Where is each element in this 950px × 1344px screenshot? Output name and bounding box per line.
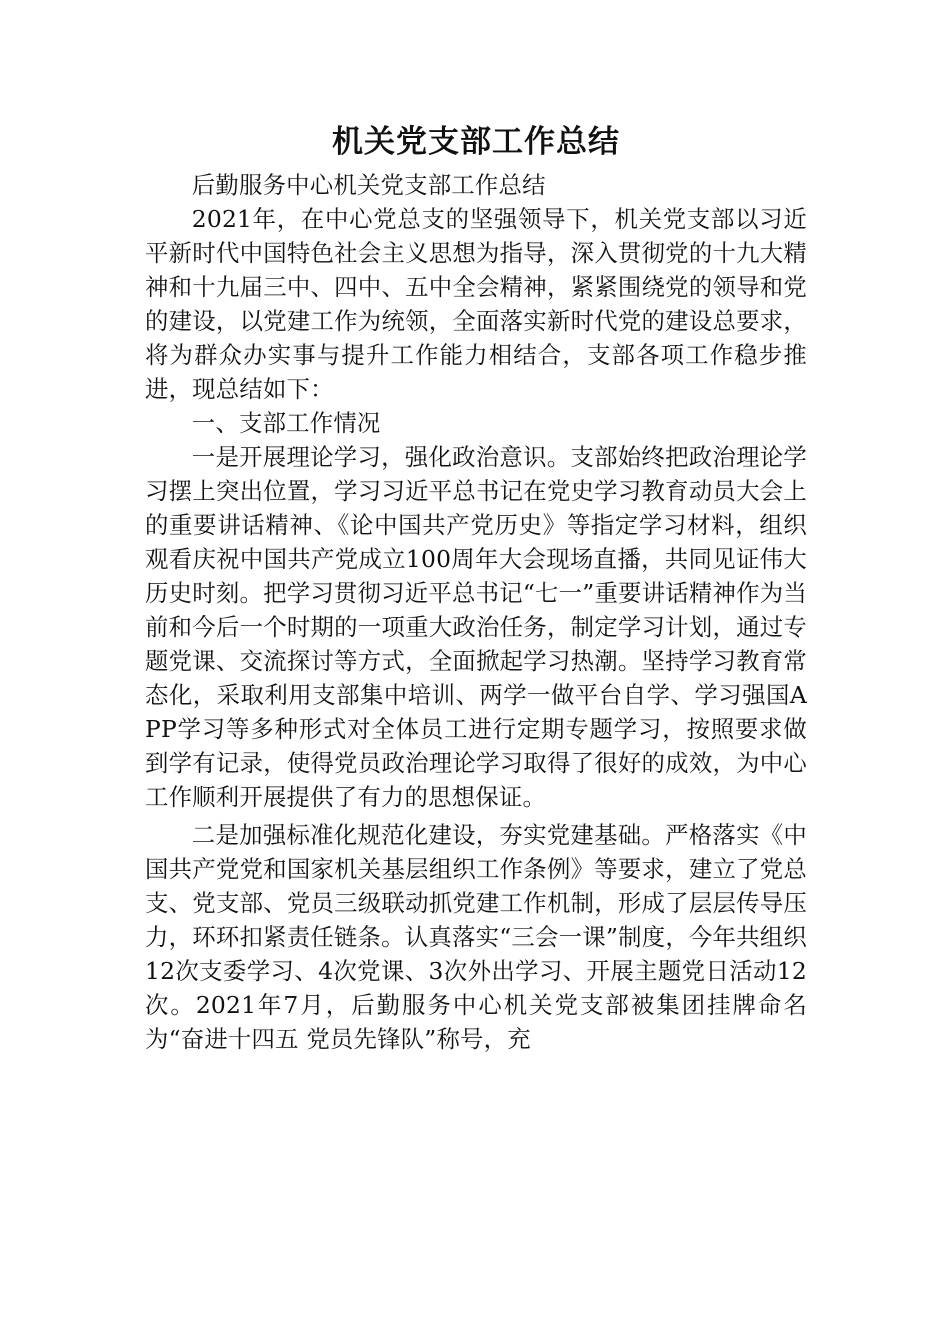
document-title: 机关党支部工作总结: [332, 124, 620, 160]
subtitle-paragraph: 后勤服务中心机关党支部工作总结: [191, 171, 546, 199]
body-paragraph-1: 一是开展理论学习，强化政治意识。支部始终把政治理论学习摆上突出位置，学习习近平总书记在党史学习教育动员大会上的重要讲话精神、《论中国共产党历史》等指定学习材料，组织观看庆祝中国共产党成立100周年大会现场直播，共同见证伟大历史时刻。把学习贯彻习近平总书记“七一”重要讲话精神作为当前和今后一个时期的一项重大政治任务，制定学习计划，通过专题党课、交流探讨等方式，全面掀起学习热潮。坚持学习教育常态化，采取利用支部集中培训、两学一做平台自学、学习强国APP学习等多种形式对全体员工进行定期专题学习，按照要求做到学有记录，使得党员政治理论学习取得了很好的成效，为中心工作顺利开展提供了有力的思想保证。: [145, 443, 807, 811]
body-paragraph-2: 二是加强标准化规范化建设，夯实党建基础。严格落实《中国共产党党和国家机关基层组织工作条例》等要求，建立了党总支、党支部、党员三级联动抓党建工作机制，形成了层层传导压力，环环扣紧责任链条。认真落实“三会一课”制度，今年共组织12次支委学习、4次党课、3次外出学习、开展主题党日活动12次。2021年7月，后勤服务中心机关党支部被集团挂牌命名为“奋进十四五 党员先锋队”称号，充: [145, 821, 807, 1053]
intro-paragraph: 2021年，在中心党总支的坚强领导下，机关党支部以习近平新时代中国特色社会主义思想为指导，深入贯彻党的十九大精神和十九届三中、四中、五中全会精神，紧紧围绕党的领导和党的建设，以党建工作为统领，全面落实新时代党的建设总要求，将为群众办实事与提升工作能力相结合，支部各项工作稳步推进，现总结如下：: [145, 205, 807, 403]
section-heading: 一、支部工作情况: [191, 409, 381, 437]
document-page: [145, 118, 807, 1056]
